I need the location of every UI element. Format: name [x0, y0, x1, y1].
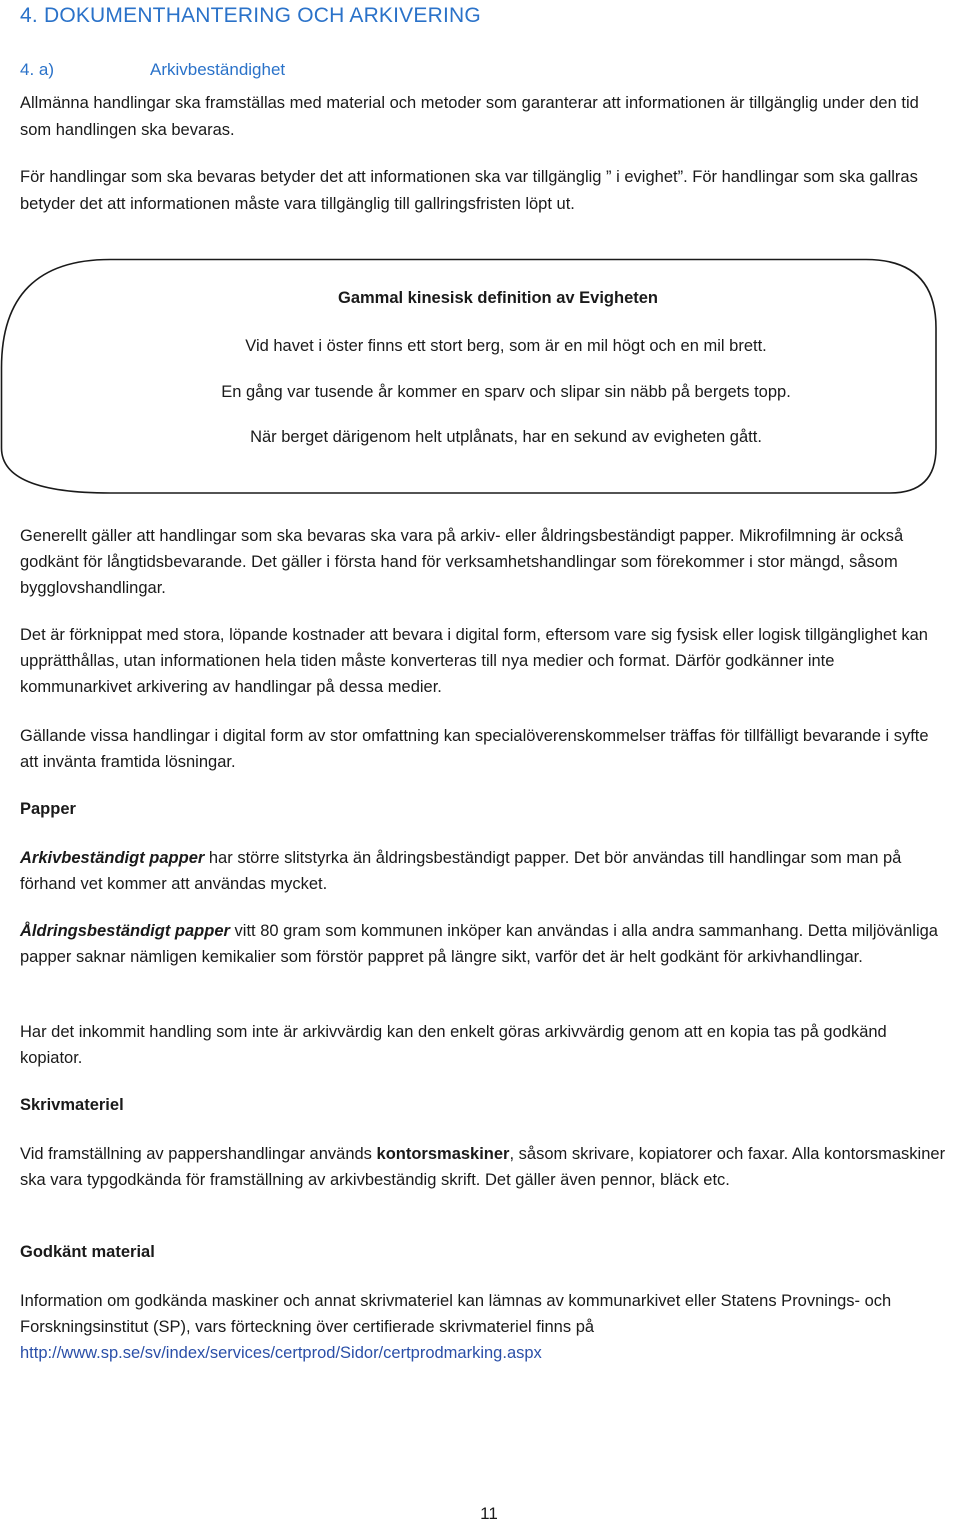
body-paragraph-archival-paper: Generellt gäller att handlingar som ska bevaras ska vara på arkiv- eller åldringsbeständigt papper. Mikrofilmning är också godkänt för långtidsbevarande. Det gäller i första hand för verksamhetshandlingar som förekommer i stor mängd, såsom bygglovshandlingar.: [20, 527, 904, 597]
subsection-title: Arkivbeständighet: [150, 60, 286, 79]
heading-skrivmateriel: Skrivmateriel: [20, 1096, 124, 1114]
paragraph-copy: Har det inkommit handling som inte är arkivvärdig kan den enkelt göras arkivvärdig genom att en kopia tas på godkänd kopiator.: [20, 1023, 887, 1067]
paragraph-godkant-material: [20, 1288, 950, 1366]
quote-line: Vid havet i öster finns ett stort berg, som är en mil högt och en mil brett.: [245, 337, 767, 355]
body-paragraph-special-agreements: Gällande vissa handlingar i digital form av stor omfattning kan specialöverenskommelser träffas för tillfälligt bevarande i syfte att invänta framtida lösningar.: [20, 727, 929, 771]
heading-papper: Papper: [20, 800, 76, 818]
paragraph-aldringsbestandigt: [20, 918, 950, 970]
quote-line: En gång var tusende år kommer en sparv och slipar sin näbb på bergets topp.: [221, 383, 791, 401]
quote-line: När berget därigenom helt utplånats, har en sekund av evigheten gått.: [250, 428, 762, 446]
term-arkivbestandigt-papper: Arkivbeständigt papper: [20, 849, 205, 867]
aldringsbestandigt-description: vitt 80 gram som kommunen inköper kan användas i alla andra sammanhang. Detta miljövänliga papper saknar nämligen kemikalier som förstör pappret på längre sikt, varför det är helt godkänt för arkivhandlingar.: [20, 922, 938, 966]
term-aldringsbestandigt-papper: Åldringsbeständigt papper: [20, 922, 230, 940]
sp-certprod-link[interactable]: http://www.sp.se/sv/index/services/certprod/Sidor/certprodmarking.aspx: [20, 1344, 542, 1362]
page-number: 11: [480, 1504, 498, 1523]
skrivmateriel-text-after: , såsom skrivare, kopiatorer och faxar. Alla kontorsmaskiner ska vara typgodkända för framställning av arkivbeständig skrift. Det gäller även pennor, bläck etc.: [20, 1145, 946, 1189]
intro-paragraph-2: För handlingar som ska bevaras betyder det att informationen ska var tillgänglig ” i evighet”. För handlingar som ska gallras betyder det att informationen måste vara tillgänglig till gallringsfristen löpt ut.: [20, 168, 918, 213]
intro-paragraph-1: Allmänna handlingar ska framställas med material och metoder som garanterar att informationen är tillgänglig under den tid som handlingen ska bevaras.: [20, 94, 919, 139]
term-kontorsmaskiner: kontorsmaskiner: [376, 1145, 510, 1163]
heading-godkant-material: Godkänt material: [20, 1243, 155, 1261]
arkivbestandigt-description: har större slitstyrka än åldringsbeständigt papper. Det bör användas till handlingar som man på förhand vet kommer att användas mycket.: [20, 849, 902, 893]
godkant-text: Information om godkända maskiner och annat skrivmateriel kan lämnas av kommunarkivet eller Statens Provnings- och Forskningsinstitut (SP), vars förteckning över certifierade skrivmateriel finns på: [20, 1292, 892, 1336]
paragraph-skrivmateriel: [20, 1141, 950, 1193]
quote-title: Gammal kinesisk definition av Evigheten: [337, 289, 659, 307]
subsection-number: 4. a): [20, 60, 55, 79]
paragraph-arkivbestandigt: [20, 845, 950, 897]
subsection-heading: [20, 60, 285, 80]
body-paragraph-digital-storage: Det är förknippat med stora, löpande kostnader att bevara i digital form, eftersom vare sig fysisk eller logisk tillgänglighet kan upprätthållas, utan informationen hela tiden måste konverteras till nya medier och format. Därför godkänner inte kommunarkivet arkivering av handlingar på dessa medier.: [20, 626, 928, 696]
skrivmateriel-text-before: Vid framställning av pappershandlingar används: [20, 1145, 377, 1163]
section-title: 4. DOKUMENTHANTERING OCH ARKIVERING: [20, 4, 481, 27]
